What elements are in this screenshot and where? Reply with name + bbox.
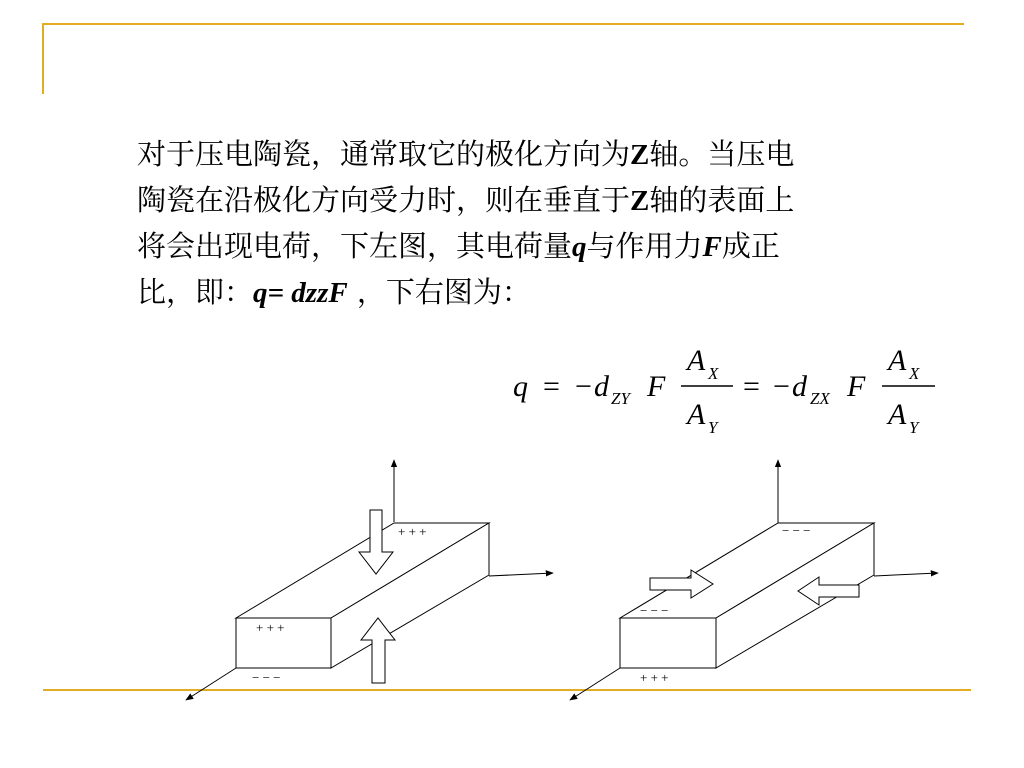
left-front-top-charges: + + +	[256, 620, 285, 635]
z-axis-symbol: Z	[630, 139, 650, 171]
right-figure	[570, 460, 938, 700]
formula-minus-1: −	[575, 370, 592, 403]
formula-denominator-sub-2: Y	[909, 418, 919, 437]
formula-denominator-sub-1: Y	[708, 418, 718, 437]
right-y-axis	[570, 668, 620, 700]
left-x-axis	[489, 573, 553, 576]
formula-d-1: d	[594, 370, 609, 403]
formula-sub-zy: ZY	[611, 389, 630, 408]
right-top-charges: − − −	[782, 523, 811, 538]
text-segment: 陶瓷在沿极化方向受力时，则在垂直于	[137, 183, 631, 217]
formula-equals-2: =	[743, 370, 760, 403]
text-segment: 成正	[721, 229, 780, 263]
right-block-front-face	[620, 618, 716, 668]
text-segment: ，下右图为：	[347, 275, 531, 309]
charge-equation: q= dzzF	[253, 277, 348, 309]
right-front-bottom-charges: + + +	[640, 670, 669, 685]
formula-q: q	[513, 370, 528, 403]
text-segment: 与作用力	[586, 229, 703, 263]
text-segment: 轴的表面上	[649, 183, 795, 217]
right-front-top-charges: − − −	[640, 603, 669, 618]
formula-minus-2: −	[773, 370, 790, 403]
text-segment: 比，即：	[137, 275, 254, 309]
left-y-axis	[186, 668, 236, 700]
left-figure	[186, 460, 553, 700]
formula-denominator-1: A	[687, 398, 706, 431]
left-top-charges: + + +	[398, 524, 427, 539]
right-x-axis	[874, 573, 938, 576]
left-front-bottom-charges: − − −	[252, 670, 281, 685]
formula-sub-zx: ZX	[810, 389, 830, 408]
text-segment: 轴。当压电	[649, 137, 795, 171]
charge-symbol: q	[572, 231, 587, 263]
z-axis-symbol: Z	[630, 185, 650, 217]
formula-f-2: F	[847, 370, 866, 403]
text-segment: 对于压电陶瓷，通常取它的极化方向为	[137, 137, 631, 171]
text-segment: 将会出现电荷，下左图，其电荷量	[137, 229, 573, 263]
formula-denominator-2: A	[888, 398, 907, 431]
formula-numerator-sub-2: X	[909, 364, 920, 383]
formula-numerator-2: A	[888, 344, 907, 377]
formula-equals-1: =	[543, 370, 560, 403]
formula-numerator-sub-1: X	[708, 364, 719, 383]
force-symbol: F	[702, 231, 722, 263]
formula-f-1: F	[647, 370, 666, 403]
formula-d-2: d	[792, 370, 807, 403]
formula-numerator-1: A	[687, 344, 706, 377]
